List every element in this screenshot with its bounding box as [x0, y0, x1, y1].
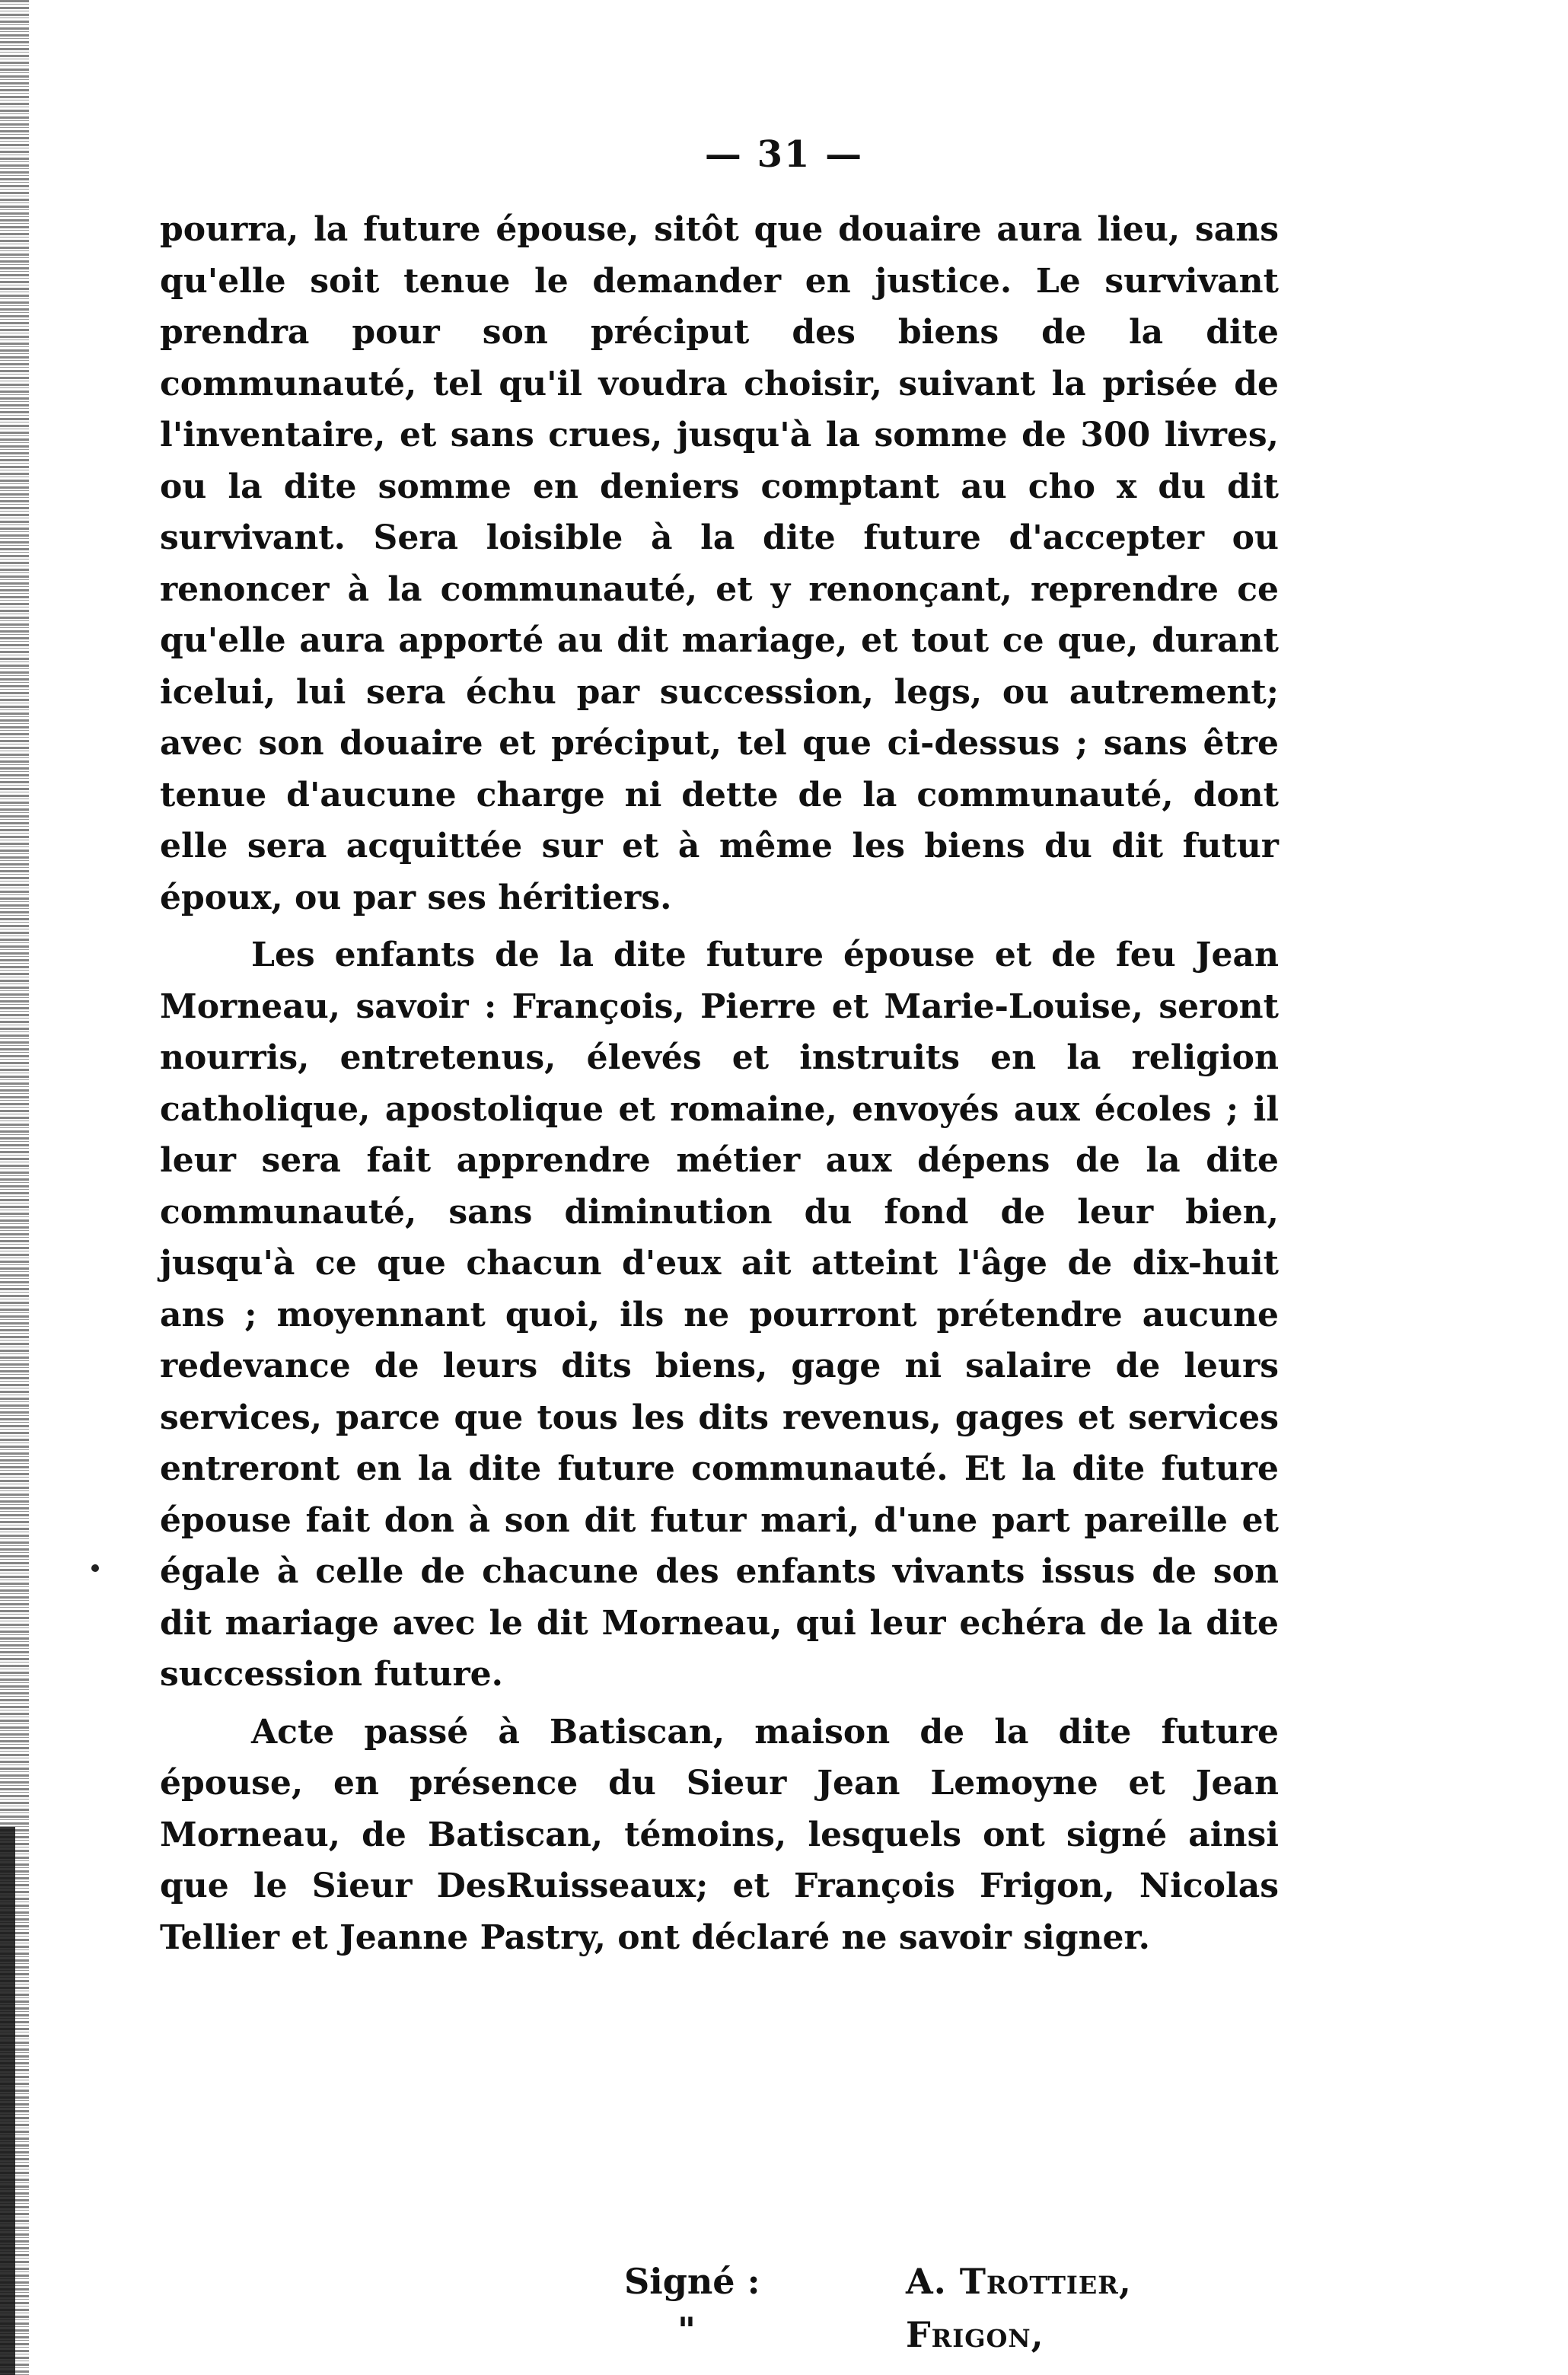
- signature-label: Signé :: [624, 2261, 760, 2302]
- ditto-mark: ": [677, 2310, 696, 2351]
- paragraph-acte: Acte passé à Batiscan, maison de la dite future épouse, en présence du Sieur Jean Lemoyne et Jean Morneau, de Batiscan, témoins, lesquels ont signé ainsi que le Sieur DesRuisseaux; et François Frigon, Nicolas Tellier et Jeanne Pastry, ont déclaré ne savoir signer.: [160, 1712, 1279, 1957]
- body-text: [160, 204, 1279, 1963]
- margin-mark: [91, 1564, 99, 1572]
- signature-block: [0, 2261, 1568, 2367]
- paragraph-children: Les enfants de la dite future épouse et de feu Jean Morneau, savoir : François, Pierre et Marie-Louise, seront nourris, entretenus, élevés et instruits en la religion catholique, apostolique et romaine, envoyés aux écoles ; il leur sera fait apprendre métier aux dépens de la dite communauté, sans diminution du fond de leur bien, jusqu'à ce que chacun d'eux ait atteint l'âge de dix-huit ans ; moyennant quoi, ils ne pourront prétendre aucune redevance de leurs dits biens, gage ni salaire de leurs services, parce que tous les dits revenus, gages et services entreront en la dite future communauté. Et la dite future épouse fait don à son dit futur mari, d'une part pareille et égale à celle de chacune des enfants vivants issus de son dit mariage avec le dit Morneau, qui leur echéra de la dite succession future.: [160, 936, 1279, 1694]
- page-number: — 31 —: [704, 133, 864, 176]
- signature-name-trottier: A. Trottier,: [906, 2261, 1132, 2302]
- signature-name-frigon: Frigon,: [906, 2314, 1044, 2355]
- paragraph-continuation: pourra, la future épouse, sitôt que douaire aura lieu, sans qu'elle soit tenue le demander en justice. Le survivant prendra pour son préciput des biens de la dite communauté, tel qu'il voudra choisir, suivant la prisée de l'inventaire, et sans crues, jusqu'à la somme de 300 livres, ou la dite somme en deniers comptant au cho x du dit survivant. Sera loisible à la dite future d'accepter ou renoncer à la communauté, et y renonçant, reprendre ce qu'elle aura apporté au dit mariage, et tout ce que, durant icelui, lui sera échu par succession, legs, ou autrement; avec son douaire et préciput, tel que ci-dessus ; sans être tenue d'aucune charge ni dette de la communauté, dont elle sera acquittée sur et à même les biens du dit futur époux, ou par ses héritiers.: [160, 210, 1279, 917]
